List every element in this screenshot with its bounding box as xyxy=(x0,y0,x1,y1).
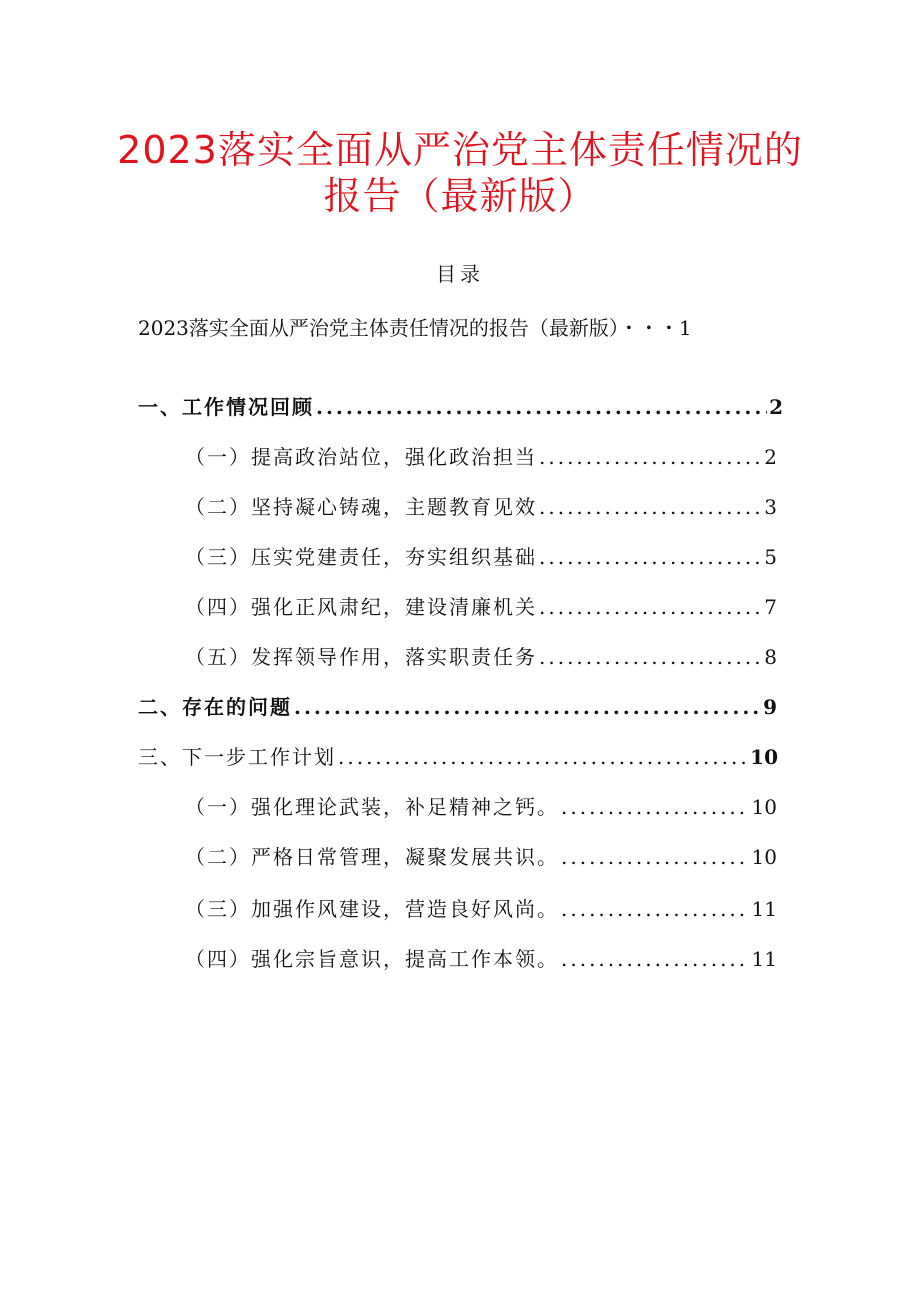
toc-entry-page: 10 xyxy=(751,845,777,869)
toc-heading: 目录 xyxy=(436,262,484,286)
toc-entry-page: 3 xyxy=(764,495,777,519)
toc-entry-label: 一、工作情况回顾 xyxy=(138,395,314,419)
toc-entry-label: （一）强化理论武装，补足精神之钙。 xyxy=(185,795,559,819)
toc-entry-section-1-2 xyxy=(185,492,777,522)
toc-entry-section-3-4 xyxy=(185,944,777,974)
toc-leader-dots xyxy=(539,442,762,472)
toc-leader-dots xyxy=(294,692,761,722)
toc-leader-dots xyxy=(539,492,762,522)
toc-entry-label: （一）提高政治站位，强化政治担当 xyxy=(185,445,537,469)
toc-leader-dots xyxy=(316,392,767,422)
toc-entry-label: （二）严格日常管理，凝聚发展共识。 xyxy=(185,845,559,869)
toc-entry-section-1-1 xyxy=(185,442,777,472)
toc-entry-label: 二、存在的问题 xyxy=(138,695,292,719)
toc-entry-page: 2 xyxy=(764,445,777,469)
toc-leader-dots xyxy=(561,944,750,974)
toc-entry-label: （三）加强作风建设，营造良好风尚。 xyxy=(185,897,559,921)
toc-entry-page: 11 xyxy=(751,947,777,971)
toc-entry-section-3-3 xyxy=(185,894,777,924)
toc-entry-label: （五）发挥领导作用，落实职责任务 xyxy=(185,645,537,669)
toc-leader-dots xyxy=(561,792,750,822)
toc-leader-dots xyxy=(338,742,748,772)
toc-leader-dots xyxy=(561,842,750,872)
toc-entry-page: 7 xyxy=(764,595,777,619)
toc-entry-section-1-5 xyxy=(185,642,777,672)
toc-entry-document-title: 2023落实全面从严治党主体责任情况的报告（最新版）・・・1 xyxy=(138,316,692,340)
toc-entry-label: （四）强化正风肃纪，建设清廉机关 xyxy=(185,595,537,619)
toc-leader-dots xyxy=(561,894,750,924)
toc-entry-section-2 xyxy=(138,692,777,722)
toc-entry-section-3 xyxy=(138,742,778,772)
toc-entry-page: 9 xyxy=(763,695,777,719)
toc-entry-section-1-3 xyxy=(185,542,777,572)
toc-entry-page: 8 xyxy=(764,645,777,669)
toc-entry-section-3-1 xyxy=(185,792,777,822)
toc-entry-page: 10 xyxy=(750,745,778,769)
toc-entry-page: 5 xyxy=(764,545,777,569)
toc-entry-label: （二）坚持凝心铸魂，主题教育见效 xyxy=(185,495,537,519)
document-title-line-1: 2023落实全面从严治党主体责任情况的 xyxy=(117,128,803,172)
toc-entry-label: 三、下一步工作计划 xyxy=(138,745,336,769)
toc-entry-page: 11 xyxy=(751,897,777,921)
toc-entry-page: 2 xyxy=(769,395,783,419)
toc-entry-section-1-4 xyxy=(185,592,777,622)
document-title-line-2: 报告（最新版） xyxy=(323,174,597,218)
toc-leader-dots xyxy=(539,542,762,572)
toc-entry-section-1 xyxy=(138,392,783,422)
toc-entry-label: （三）压实党建责任，夯实组织基础 xyxy=(185,545,537,569)
toc-leader-dots xyxy=(539,642,762,672)
toc-entry-page: 10 xyxy=(751,795,777,819)
toc-entry-section-3-2 xyxy=(185,842,777,872)
toc-entry-label: （四）强化宗旨意识，提高工作本领。 xyxy=(185,947,559,971)
toc-leader-dots xyxy=(539,592,762,622)
